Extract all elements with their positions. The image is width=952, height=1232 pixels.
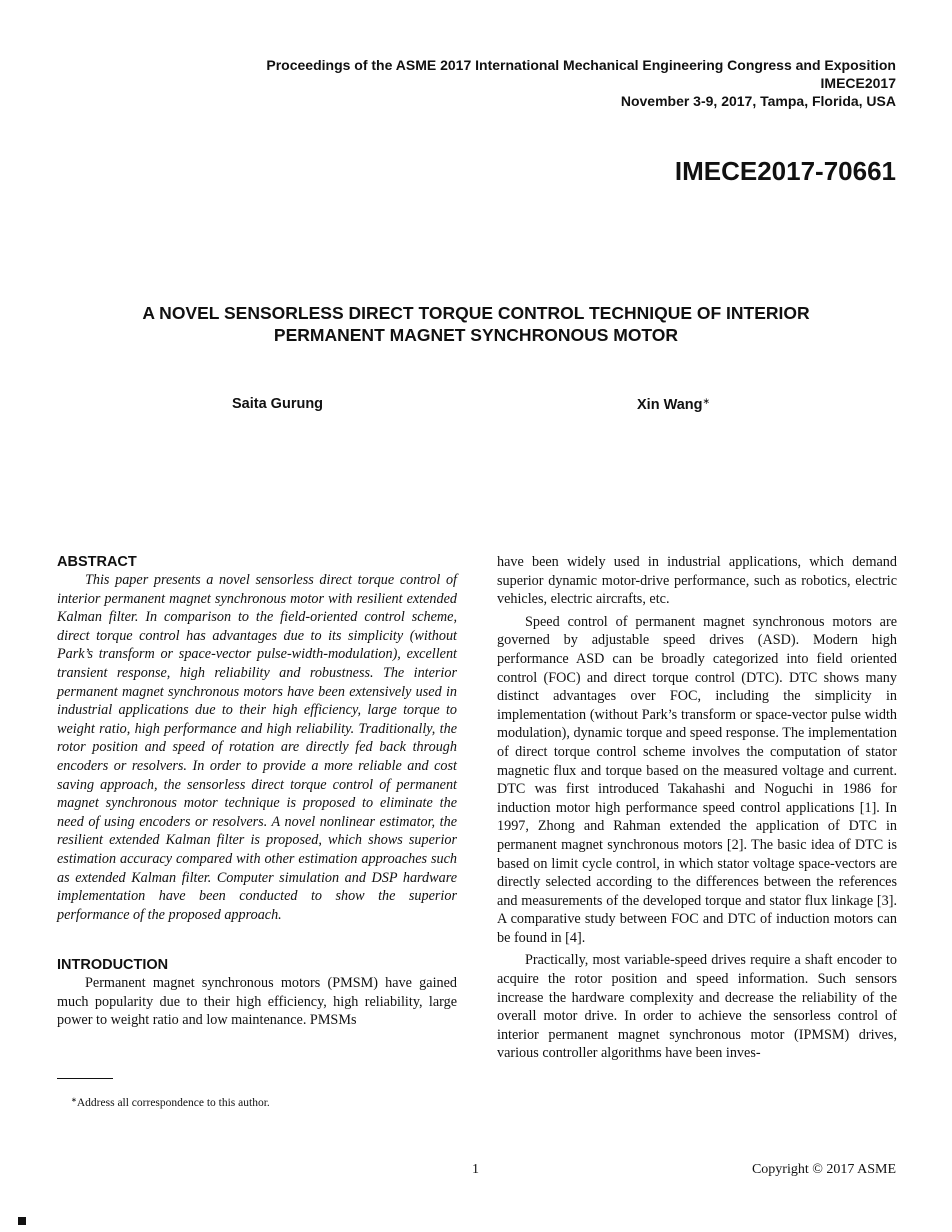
proceedings-title: Proceedings of the ASME 2017 International Mechanical Engineering Congress and Exposition bbox=[266, 57, 896, 73]
intro-paragraph-3: Practically, most variable-speed drives require a shaft encoder to acquire the rotor position and speed information. Such sensors increase the hardware complexity and decrease the reliability of the overall motor drive. In order to achieve the sensorless control of interior permanent magnet synchronous motor (IPMSM) drives, various controller algorithms have been inves- bbox=[497, 952, 897, 1062]
abstract-heading: ABSTRACT bbox=[57, 554, 137, 570]
author-name: Saita Gurung bbox=[232, 396, 324, 412]
corner-mark bbox=[18, 1217, 26, 1225]
title-line-2: PERMANENT MAGNET SYNCHRONOUS MOTOR bbox=[273, 325, 679, 345]
author-1 bbox=[232, 396, 323, 412]
paper-id: IMECE2017-70661 bbox=[674, 156, 896, 186]
page-number: 1 bbox=[472, 1162, 479, 1177]
footnote-divider bbox=[57, 1078, 113, 1079]
intro-paragraph-2: Speed control of permanent magnet synchronous motors are governed by adjustable speed drives (ASD). Modern high performance ASD can be broadly categorized into field oriented control (FOC) and direct torque control (DTC). DTC shows many distinct advantages over FOC, including the simplicity in implementation (without Park’s transform or space-vector pulse width modulation), dynamic torque and speed response. The implementation of direct torque control scheme involves the computation of stator magnetic flux and torque based on the measured voltage and current. DTC was first introduced Takahashi and Noguchi in 1986 for induction motor high performance speed control applications [1]. In 1997, Zhong and Rahman extended the application of DTC in permanent magnet synchronous motors [2]. The basic idea of DTC is based on limit cycle control, in which stator voltage space-vectors are directly selected according to the differences between the references and measurements of the developed torque and stator flux linkage [3]. A comparative study between FOC and DTC of induction motors can be found in [4]. bbox=[497, 613, 897, 946]
paper-title bbox=[0, 302, 952, 346]
intro-paragraph-1: Permanent magnet synchronous motors (PMSM) have gained much popularity due to their high efficiency, high reliability, large power to weight ratio and low maintenance. PMSMs bbox=[57, 975, 457, 1029]
footnote bbox=[71, 1096, 270, 1109]
footnote-text: Address all correspondence to this author. bbox=[76, 1097, 270, 1109]
author-name: Xin Wang bbox=[637, 397, 703, 413]
title-line-1: A NOVEL SENSORLESS DIRECT TORQUE CONTROL TECHNIQUE OF INTERIOR bbox=[142, 303, 810, 323]
copyright-notice: Copyright © 2017 ASME bbox=[751, 1162, 896, 1177]
author-2 bbox=[637, 396, 710, 413]
left-column bbox=[57, 553, 457, 1030]
corresponding-author-mark: ∗ bbox=[702, 396, 711, 406]
conference-date-location: November 3-9, 2017, Tampa, Florida, USA bbox=[620, 93, 896, 109]
intro-paragraph-1-continued: have been widely used in industrial applications, which demand superior dynamic motor-drive performance, such as robotics, electric vehicles, electric aircrafts, etc. bbox=[497, 554, 897, 608]
proceedings-header bbox=[266, 56, 896, 110]
right-column bbox=[497, 553, 897, 1063]
footnote-mark: ∗ bbox=[71, 1096, 77, 1104]
conference-code: IMECE2017 bbox=[820, 75, 896, 91]
introduction-heading: INTRODUCTION bbox=[57, 957, 169, 974]
abstract-text: This paper presents a novel sensorless direct torque control of interior permanent magnet synchronous motor with resilient extended Kalman filter. In comparison to the field-oriented control scheme, direct torque control has advantages due to its simplicity (without Park’s transform or space-vector pulse-width-modulation), excellent transient response, high reliability and robustness. The interior permanent magnet synchronous motors have been extensively used in industrial applications due to their high efficiency, large torque to weight ratio, high performance and high reliability. Traditionally, the rotor position and speed of rotation are directly fed back through encoders or resolvers. In order to provide a more reliable and cost saving approach, the sensorless direct torque control of permanent magnet synchronous motor technique is proposed to eliminate the need of using encoders or resolvers. A novel nonlinear estimator, the resilient extended Kalman filter is proposed, which shows superior estimation accuracy compared with other estimation approaches such as extended Kalman filter. Computer simulation and DSP hardware implementation have been conducted to show the superior performance of the proposed approach. bbox=[57, 572, 457, 923]
